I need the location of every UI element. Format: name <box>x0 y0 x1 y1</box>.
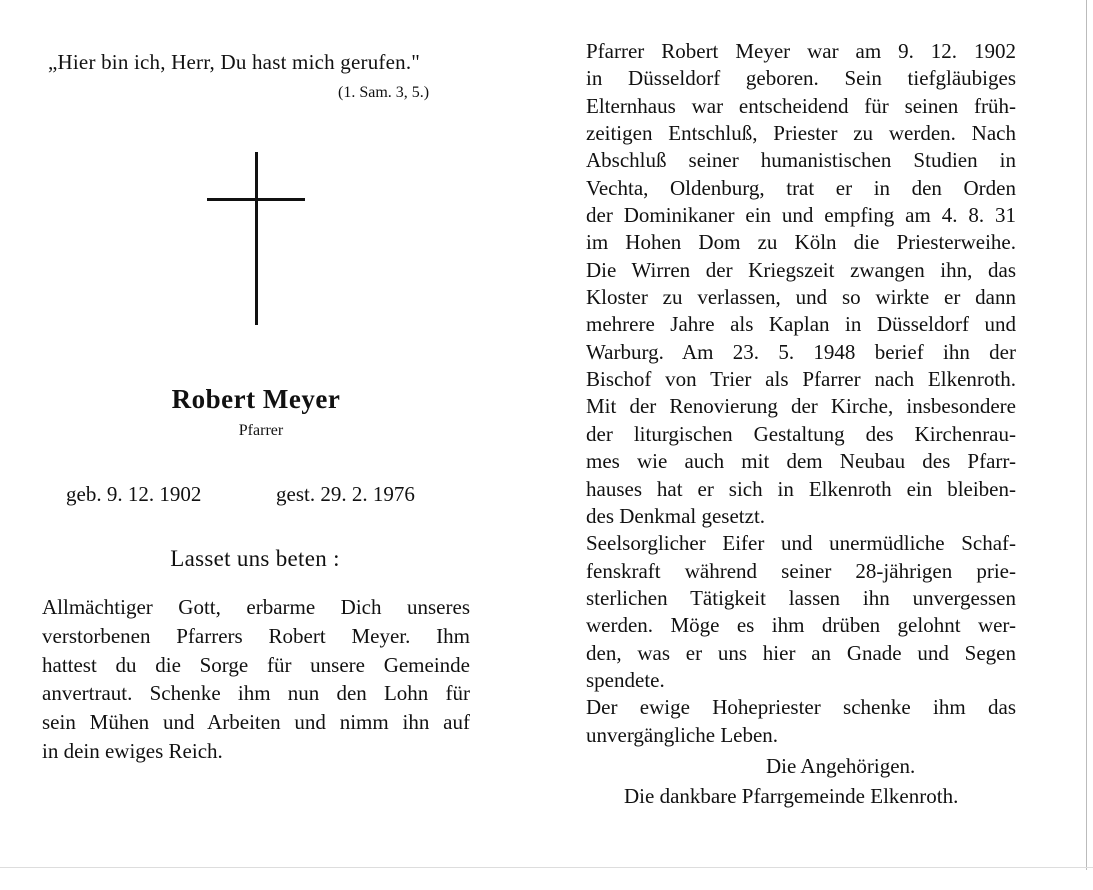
cross-horizontal-bar <box>207 198 305 201</box>
biography-line: Warburg. Am 23. 5. 1948 berief ihn der <box>586 339 1016 364</box>
biography-line: der liturgischen Gestaltung des Kirchenrau- <box>586 421 1016 446</box>
biography-line: im Hohen Dom zu Köln die Priesterweihe. <box>586 230 1016 255</box>
deceased-title: Pfarrer <box>238 422 284 439</box>
biography-text <box>586 38 1016 749</box>
biography-line: Vechta, Oldenburg, trat er in den Orden <box>586 175 1016 200</box>
biography-line: spendete. <box>586 667 665 692</box>
biography-line: Kloster zu verlassen, und so wirkte er dann <box>586 285 1016 310</box>
birth-date: geb. 9. 12. 1902 <box>66 482 202 506</box>
biography-line: unvergängliche Leben. <box>586 722 779 747</box>
biography-line: den, was er uns hier an Gnade und Segen <box>586 640 1016 665</box>
biography-line: in Düsseldorf geboren. Sein tiefgläubiges <box>586 66 1016 91</box>
biography-line: zeitigen Entschluß, Priester zu werden. Nach <box>586 121 1016 146</box>
signature-parish: Die dankbare Pfarrgemeinde Elkenroth. <box>624 784 959 808</box>
bible-reference: (1. Sam. 3, 5.) <box>338 84 430 101</box>
biography-line: mes wie auch mit dem Neubau des Pfarr- <box>586 449 1016 474</box>
prayer-line: anvertraut. Schenke ihm nun den Lohn für <box>42 681 470 706</box>
biography-line: Die Wirren der Kriegszeit zwangen ihn, das <box>586 257 1016 282</box>
biography-line: Elternhaus war entscheidend für seinen früh- <box>586 93 1016 118</box>
deceased-name: Robert Meyer <box>171 384 341 414</box>
prayer-line: verstorbenen Pfarrers Robert Meyer. Ihm <box>42 623 470 648</box>
biography-line: Der ewige Hohepriester schenke ihm das <box>586 695 1016 720</box>
prayer-line: sein Mühen und Arbeiten und nimm ihn auf <box>42 710 470 735</box>
card-edge-right <box>1086 0 1087 870</box>
biography-line: Mit der Renovierung der Kirche, insbesondere <box>586 394 1016 419</box>
signature-family: Die Angehörigen. <box>766 754 916 778</box>
cross-vertical-bar <box>255 152 258 325</box>
biography-line: Pfarrer Robert Meyer war am 9. 12. 1902 <box>586 39 1016 63</box>
prayer-heading: Lasset uns beten : <box>170 546 340 571</box>
biography-line: hauses hat er sich in Elkenroth ein bleiben- <box>586 476 1016 501</box>
biography-line: fenskraft während seiner 28-jährigen prie- <box>586 558 1016 583</box>
death-date: gest. 29. 2. 1976 <box>276 482 415 506</box>
prayer-text <box>42 593 470 766</box>
prayer-line: hattest du die Sorge für unsere Gemeinde <box>42 652 470 677</box>
biography-line: Seelsorglicher Eifer und unermüdliche Schaf- <box>586 531 1016 556</box>
biography-line: Bischof von Trier als Pfarrer nach Elkenroth. <box>586 367 1016 392</box>
biography-line: mehrere Jahre als Kaplan in Düsseldorf und <box>586 312 1016 337</box>
prayer-line: in dein ewiges Reich. <box>42 738 223 763</box>
bible-motto: „Hier bin ich, Herr, Du hast mich gerufen." <box>48 50 421 74</box>
biography-line: der Dominikaner ein und empfing am 4. 8. 31 <box>586 203 1016 228</box>
prayer-line: Allmächtiger Gott, erbarme Dich unseres <box>42 595 470 619</box>
biography-line: werden. Möge es ihm drüben gelohnt wer- <box>586 613 1016 638</box>
biography-line: sterlichen Tätigkeit lassen ihn unvergessen <box>586 585 1016 610</box>
biography-line: Abschluß seiner humanistischen Studien in <box>586 148 1016 173</box>
card-edge-bottom <box>0 867 1093 868</box>
biography-line: des Denkmal gesetzt. <box>586 503 766 528</box>
